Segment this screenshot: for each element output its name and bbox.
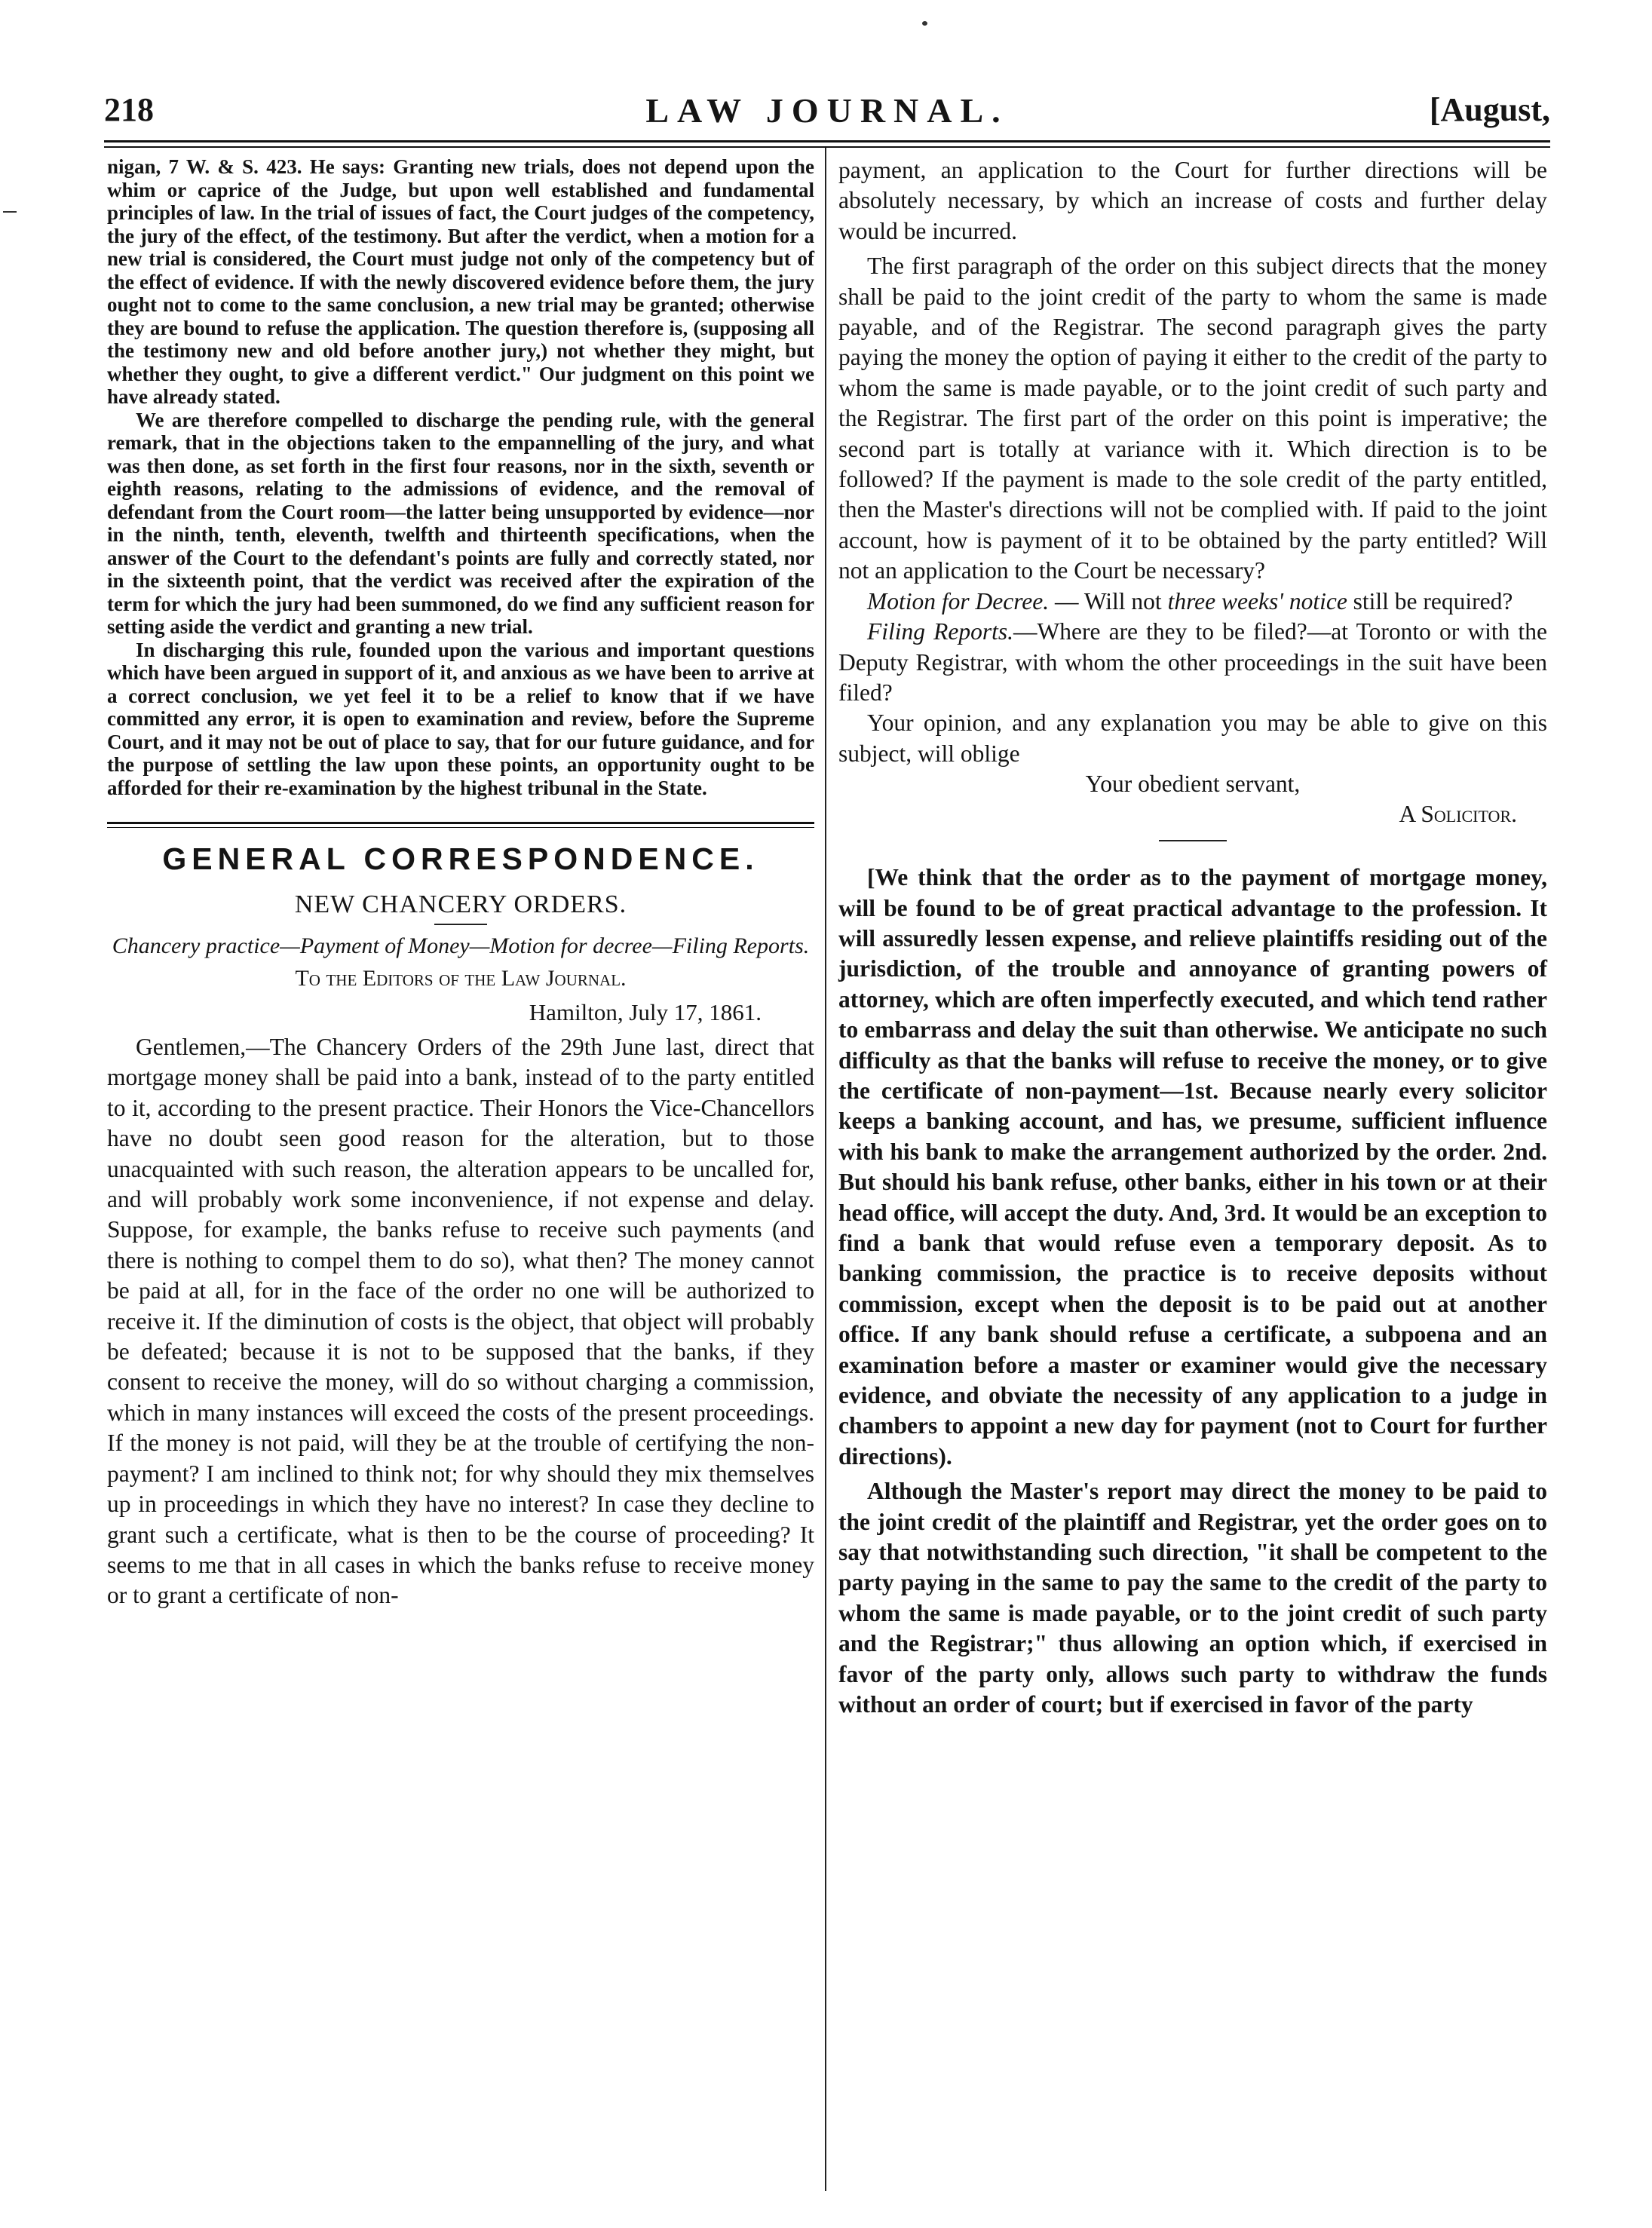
page-header bbox=[104, 90, 1550, 137]
opinion-request: Your opinion, and any explanation you may be able to give on this subject, will oblige bbox=[838, 709, 1547, 767]
motion-emphasis: three weeks' notice bbox=[1167, 587, 1347, 614]
title-rule bbox=[434, 924, 487, 925]
header-rule bbox=[104, 140, 1550, 148]
section-rule-thin bbox=[107, 827, 814, 828]
letter-paragraph: Gentlemen,—The Chancery Orders of the 29th June last, direct that mortgage money shall be paid into a bank, instead of to the party entitled to it, according to the present practice. Their Honors the Vice-Chancellors have no doubt seen good reason for the alteration, but to those unacquainted with such reason, the alteration appears to be uncalled for, and will probably work some inconvenience, if not expense and delay. Suppose, for example, the banks refuse to receive such payments (and there is nothing to compel them to do so), what then? The money cannot be paid at all, for in the face of the order no one will be authorized to receive it. If the diminution of costs is the object, that object will probably be defeated; because it is not to be supposed that the banks, if they consent to receive the money, will do so without charging a commission, which in many instances will exceed the costs of the present proceedings. If the money is not paid, will they be at the trouble of certifying the non-payment? I am inclined to think not; for why should they mix themselves up in proceedings in which they have no interest? In case they decline to grant such a certificate, what is then to be the course of proceeding? It seems to me that in all cases in which the banks refuse to receive money or to grant a certificate of non- bbox=[107, 1034, 814, 1609]
motion-text: — Will not bbox=[1049, 587, 1168, 614]
journal-title: LAW JOURNAL. bbox=[645, 91, 1009, 130]
right-column bbox=[838, 155, 1547, 1721]
letter-dateline: Hamilton, July 17, 1861. bbox=[529, 999, 762, 1025]
article-subtitle: Chancery practice—Payment of Money—Motion for decree—Filing Reports. bbox=[112, 933, 810, 958]
filing-label: Filing Reports. bbox=[867, 618, 1014, 645]
letter-closing: Your obedient servant, bbox=[1085, 771, 1301, 798]
section-rule bbox=[107, 822, 814, 824]
court-opinion-text bbox=[107, 155, 814, 799]
motion-paragraph bbox=[838, 587, 1547, 617]
filing-paragraph bbox=[838, 617, 1547, 708]
left-column bbox=[107, 155, 814, 1611]
editor-reply-paragraph: [We think that the order as to the payment of mortgage money, will be found to be of great practical advantage to the profession. It will assuredly lessen expense, and relieve plaintiffs residing out of the jurisdiction, of the trouble and annoyance of granting powers of attorney, which are often imperfectly executed, and which tend rather to embarrass and delay the suit than otherwise. We anticipate no such difficulty as that the banks will refuse to receive the money, or to give the certificate of non-payment—1st. Because nearly every solicitor keeps a banking account, and has, we presume, sufficient influence with his bank to make the arrangement authorized by the order. 2nd. But should his bank refuse, other banks, either in his town or at their head office, will accept the duty. And, 3rd. It would be an exception to find a bank that would refuse even a temporary deposit. As to banking commission, the practice is to receive deposits without commission, except when the deposit is to be paid out at another office. If any bank should refuse a certificate, a subpoena and an examination before a master or examiner would give the necessary evidence, and obviate the necessity of any application to a judge in chambers to appoint a new day for payment (not to Court for further directions). bbox=[838, 864, 1547, 1469]
letter-signature: A Solicitor. bbox=[1399, 801, 1517, 828]
motion-label: Motion for Decree. bbox=[867, 587, 1050, 614]
editor-reply-paragraph: Although the Master's report may direct the money to be paid to the joint credit of the plaintiff and Registrar, yet the order goes on to say that notwithstanding such direction, "it shall be competent to the party paying in the same to pay the same to the credit of the party to whom the same is made payable, or to the joint credit of such party and the Registrar;" thus allowing an option which, if exercised in favor of the party only, allows such party to withdraw the funds without an order of court; but if exercised in favor of the party bbox=[838, 1478, 1547, 1718]
filing-text: —Where are they to be filed?—at Toronto or with the Deputy Registrar, with whom the other proceedings in the suit have been filed? bbox=[838, 618, 1547, 706]
letter-paragraph: payment, an application to the Court for further directions will be absolutely necessary, by which an increase of costs and further delay would be incurred. bbox=[838, 157, 1547, 244]
letter-address: To the Editors of the Law Journal. bbox=[295, 966, 627, 991]
page-number: 218 bbox=[104, 91, 154, 128]
letter-continuation bbox=[838, 155, 1547, 1721]
opinion-paragraph: In discharging this rule, founded upon the various and important questions which have been argued in support of it, and anxious as we have been to arrive at a correct conclusion, we yet feel it to be a relief to know that if we have committed any error, it is open to examination and review, before the Supreme Court, and it may not be out of place to say, that for our future guidance, and for the purpose of settling the law upon these points, an opportunity ought to be afforded for their re-examination by the highest tribunal in the State. bbox=[107, 638, 814, 799]
motion-text-end: still be required? bbox=[1347, 587, 1513, 614]
article-title: NEW CHANCERY ORDERS. bbox=[294, 890, 627, 918]
section-heading: GENERAL CORRESPONDENCE. bbox=[162, 841, 759, 876]
opinion-paragraph: nigan, 7 W. & S. 423. He says: Granting new trials, does not depend upon the whim or caprice of the Judge, but upon well established and fundamental principles of law. In the trial of issues of fact, the Court judges of the competency, the jury of the effect, of the testimony. But after the verdict, when a motion for a new trial is considered, the Court must judge not only of the competency but of the effect of evidence. If with the newly discovered evidence before them, the jury ought not to come to the same conclusion, a new trial may be granted; otherwise they are bound to refuse the application. The question therefore is, (supposing all the testimony new and old before another jury,) not whether they might, but whether they ought, to give a different verdict." Our judgment on this point we have already stated. bbox=[107, 155, 814, 408]
letter-body bbox=[107, 1032, 814, 1611]
header-month: [August, bbox=[1429, 91, 1550, 128]
opinion-paragraph: We are therefore compelled to discharge the pending rule, with the general remark, that in the objections taken to the empannelling of the jury, and what was then done, as set forth in the first four reasons, nor in the sixth, seventh or eighth reasons, relating to the admissions of evidence, and the removal of defendant from the Court room—the latter being unsupported by evidence—nor in the ninth, tenth, eleventh, twelfth and thirteenth specifications, when the answer of the Court to the defendant's points are fully and correctly stated, nor in the sixteenth point, that the verdict was received after the expiration of the term for which the jury had been summoned, do we find any sufficient reason for setting aside the verdict and granting a new trial. bbox=[107, 408, 814, 638]
ink-speck bbox=[922, 21, 927, 26]
letter-paragraph: The first paragraph of the order on this subject directs that the money shall be paid to the joint credit of the party to whom the same is made payable, and of the Registrar. The second paragraph gives the party paying the money the option of paying it either to the credit of the party to whom the same is made payable, or to the joint credit of such party and the Registrar. The first part of the order on this point is imperative; the second part is totally at variance with it. Which direction is to be followed? If the payment is made to the sole credit of the party entitled, then the Master's directions will not be complied with. If paid to the joint account, how is payment of it to be obtained by the party entitled? Will not an application to the Court be necessary? bbox=[838, 253, 1547, 584]
signature-rule bbox=[1159, 840, 1227, 841]
margin-mark bbox=[3, 211, 17, 213]
column-divider bbox=[825, 148, 826, 2191]
